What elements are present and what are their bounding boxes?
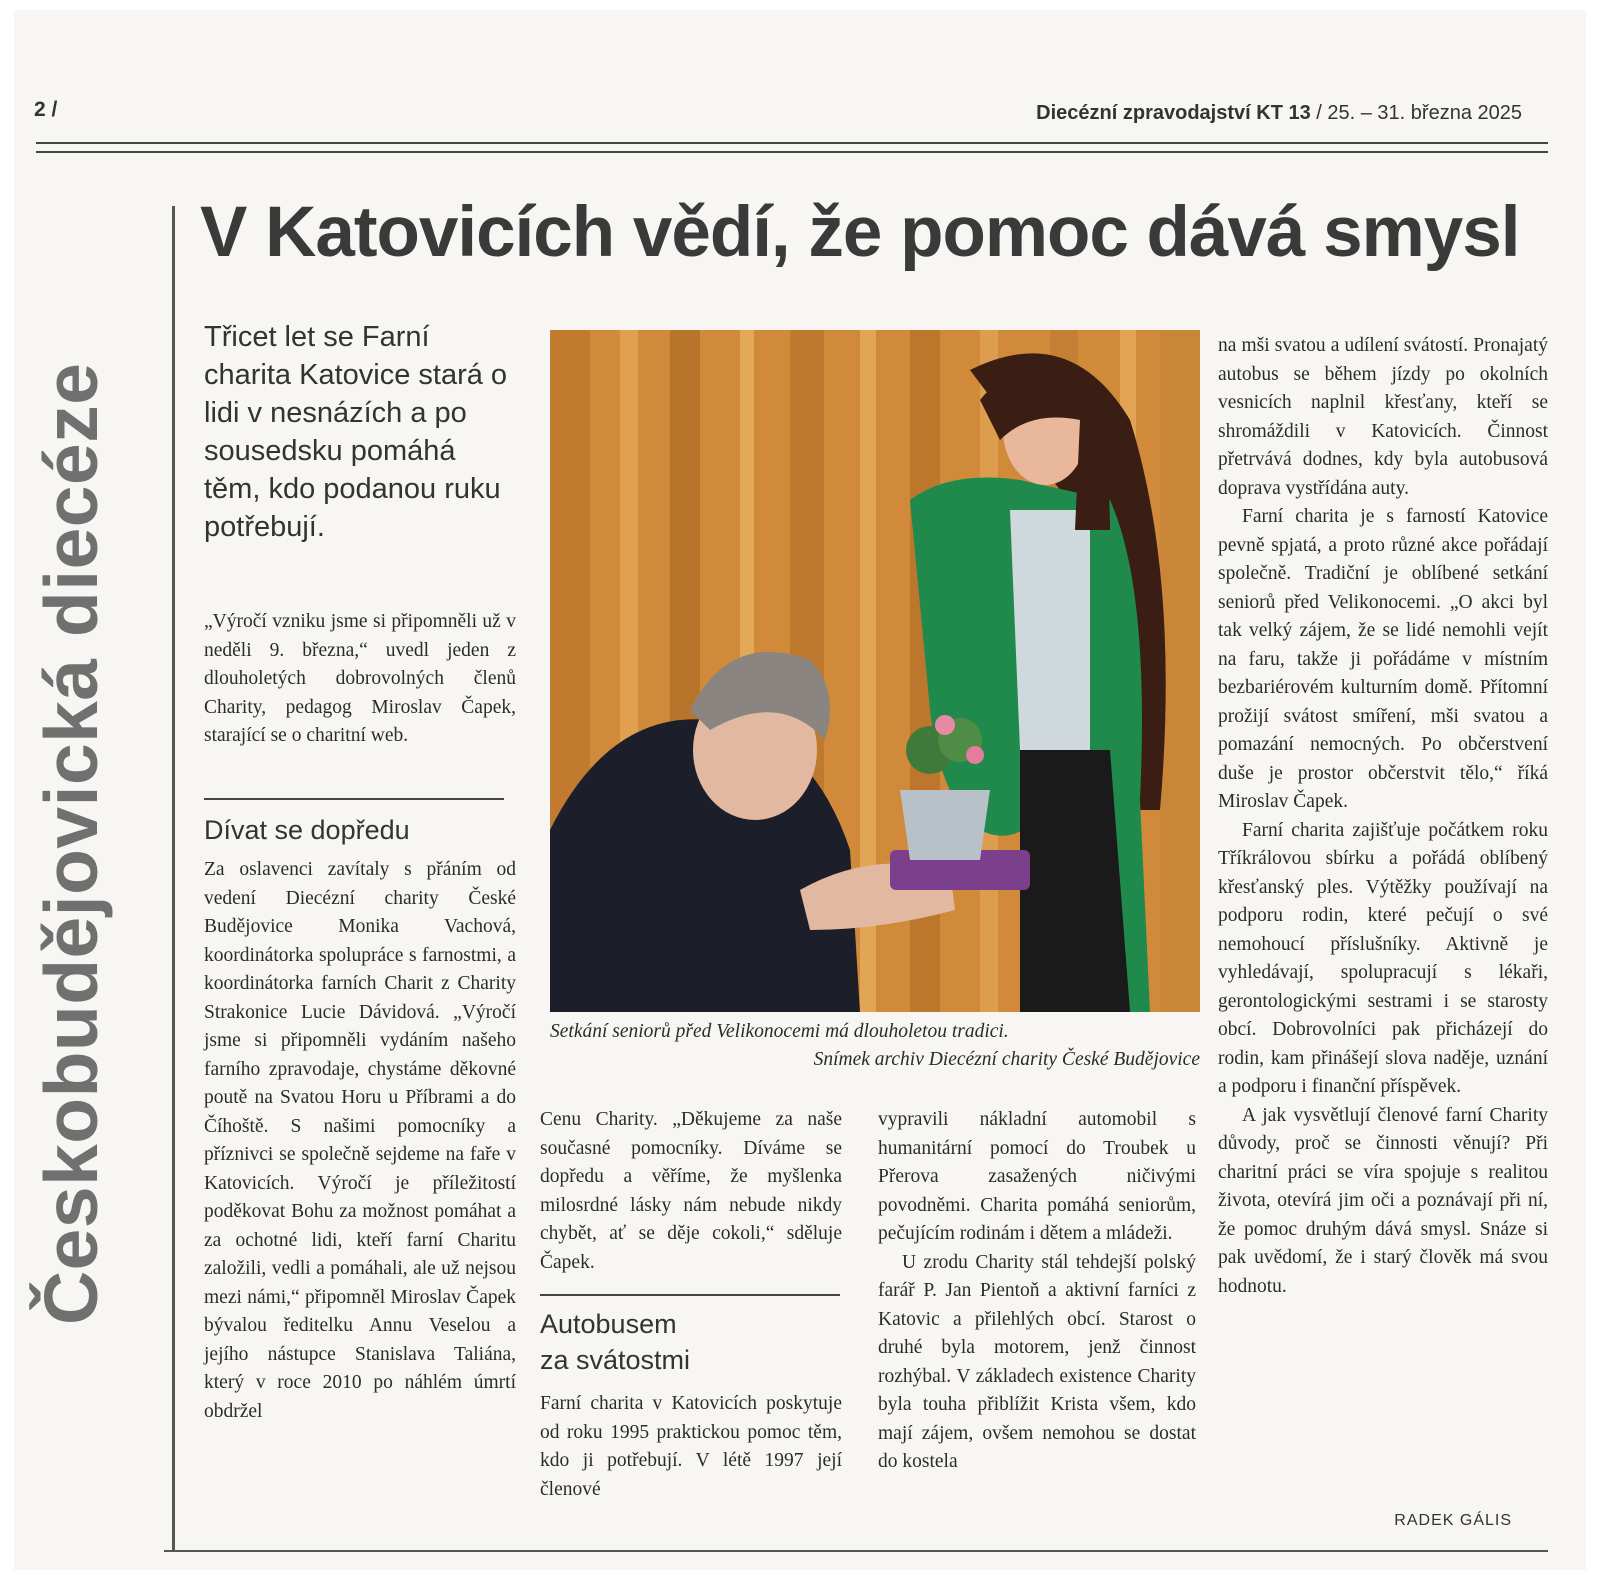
paragraph: Farní charita v Katovicích poskytuje od roku 1995 praktickou pomoc těm, kdo ji potřebují. V létě 1997 její členové <box>540 1393 842 1500</box>
photo-seniors-meeting <box>550 330 1200 1012</box>
section-divider <box>172 206 175 1550</box>
paragraph: Cenu Charity. „Děkujeme za naše současné pomocníky. Díváme se dopředu a věříme, že myšlenka milosrdné lásky nám nebude nikdy chybět, ať se děje cokoli,“ sděluje Čapek. <box>540 1109 842 1273</box>
page-number: 2 / <box>34 98 58 121</box>
section-label: Českobudějovická diecéze <box>29 362 113 1325</box>
column-2-section <box>540 1390 842 1504</box>
photo-credit: Snímek archiv Diecézní charity České Budějovice <box>813 1049 1200 1070</box>
caption-text: Setkání seniorů před Velikonocemi má dlouholetou tradici. <box>550 1021 1009 1042</box>
article-headline: V Katovicích vědí, že pomoc dává smysl <box>200 193 1520 272</box>
subhead-rule <box>204 798 504 800</box>
paragraph: na mši svatou a udílení svátostí. Pronajatý autobus se během jízdy po okolních vesnicích naplnil křesťany, kteří se shromáždili v Katovicích. Činnost přetrvává dodnes, kdy byla autobusová doprava vystřídána auty. <box>1218 335 1548 499</box>
photo-caption <box>550 1018 1200 1074</box>
issue-date: / 25. – 31. března 2025 <box>1310 102 1522 124</box>
header-rule <box>36 142 1548 144</box>
paragraph: Farní charita je s farností Katovice pevně spjatá, a proto různé akce pořádají společně. Tradiční je oblíbené setkání seniorů před Velikonocemi. „O akci byl tak velký zájem, že se lidé nemohli vejít na faru, takže ji pořádáme v místním bezbariérovém kulturním domě. Přítomní prožijí svátost smíření, mši svatou a pomazání nemocných. Po občerstvení duše je prostor občerstvit tělo,“ říká Miroslav Čapek. <box>1218 506 1548 812</box>
column-3-body <box>878 1106 1196 1477</box>
paragraph: vypravili nákladní automobil s humanitární pomocí do Troubek u Přerova zasažených ničivými povodněmi. Charita pomáhá seniorům, pečujícím rodinám i dětem a mládeži. <box>878 1109 1196 1244</box>
paragraph: Farní charita zajišťuje počátkem roku Tříkrálovou sbírku a pořádá oblíbený křesťanský ples. Výtěžky používají na podporu rodin, které pečují o své nemohoucí příslušníky. Aktivně je vyhledávají, spolupracují s lékaři, gerontologickými sestrami i se starosty obcí. Dobrovolníci pak přicházejí do rodin, kam přinášejí slova naděje, uznání a podporu i finanční příspěvek. <box>1218 819 1548 1097</box>
paragraph: A jak vysvětlují členové farní Charity důvody, proč se činnosti věnují? Při charitní práci se víra spojuje s realitou života, otevírá jim oči a poznávají při ní, že pomoc druhým dává smysl. Snáze si pak uvědomí, že i starý člověk má svou hodnotu. <box>1218 1104 1548 1297</box>
paragraph: U zrodu Charity stál tehdejší polský farář P. Jan Pientoň a aktivní farníci z Katovic a přilehlých obcí. Starost o druhé byla motorem, jenž činnost rozhýbal. V základech existence Charity byla touha přiblížit Krista všem, kdo mají zájem, ovšem nemohou se dostat do kostela <box>878 1251 1196 1472</box>
header-rule-second <box>36 151 1548 153</box>
running-header <box>1036 102 1522 125</box>
column-2-body <box>540 1106 842 1277</box>
paragraph: „Výročí vzniku jsme si připomněli už v neděli 9. března,“ uvedl jeden z dlouholetých dobrovolných členů Charity, pedagog Miroslav Čapek, starající se o charitní web. <box>204 611 516 746</box>
column-1-intro <box>204 608 516 751</box>
footer-rule <box>164 1550 1548 1552</box>
author-byline: RADEK GÁLIS <box>1394 1512 1512 1529</box>
subheading-1: Dívat se dopředu <box>204 815 410 845</box>
issue-title: Diecézní zpravodajství KT 13 <box>1036 102 1311 124</box>
subheading-2-line2: za svátostmi <box>540 1345 691 1375</box>
paragraph: Za oslavenci zavítaly s přáním od vedení Diecézní charity České Budějovice Monika Vachová, koordinátorka spolupráce s farnostmi, a koordinátorka farních Charit z Charity Strakonice Lucie Dávidová. „Výročí jsme si připomněli vydáním našeho farního zpravodaje, chystáme děkovné poutě na Svatou Horu u Příbrami a do Číhoště. S našimi pomocníky a příznivci se společně sejdeme na faře v Katovicích. Výročí je příležitostí poděkovat Bohu za možnost pomáhat a za ochotné lidi, kteří farní Charitu založili, vedli a pomáhali, ale už nejsou mezi námi,“ připomněl Miroslav Čapek bývalou ředitelku Annu Veselou a jejího nástupce Stanislava Taliána, který v roce 2010 po náhlém úmrtí obdržel <box>204 859 516 1422</box>
column-4-body <box>1218 332 1548 1301</box>
subhead-rule <box>540 1294 840 1296</box>
article-photo <box>550 330 1200 1012</box>
subheading-2 <box>540 1306 690 1378</box>
column-1-body <box>204 856 516 1426</box>
article-lead: Třicet let se Farní charita Katovice stará o lidi v nesnázích a po sousedsku pomáhá těm, kdo podanou ruku potřebují. <box>204 321 508 543</box>
subheading-2-line1: Autobusem <box>540 1309 677 1339</box>
